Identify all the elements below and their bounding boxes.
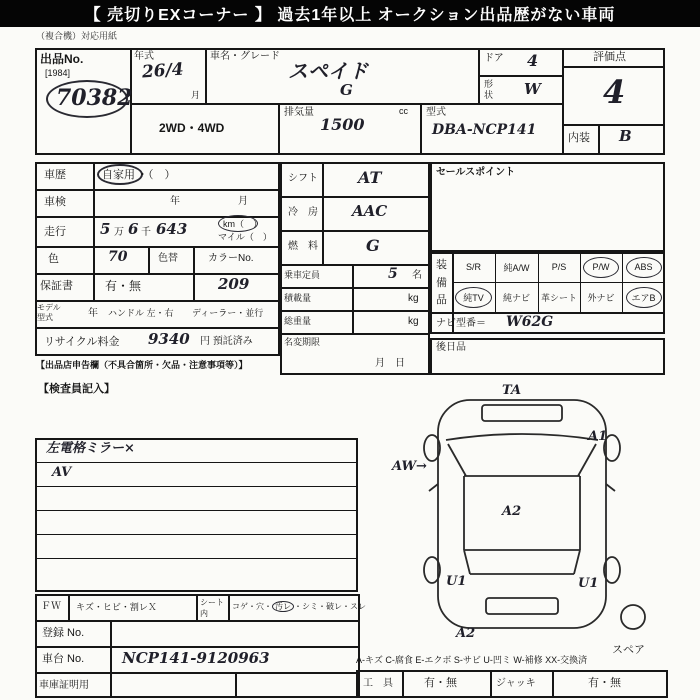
mileage-man-unit: 万: [114, 227, 124, 238]
lot-tag: [1984]: [45, 68, 71, 78]
divider: [68, 594, 70, 620]
jack-label: ジャッキ: [496, 678, 536, 689]
equipment-label: 装備品: [436, 259, 447, 307]
history-label: 車歴: [44, 169, 66, 181]
color-label: 色: [48, 253, 59, 265]
damage-mark-bottom: A2: [456, 626, 476, 641]
registration-no-label: 登録 No.: [42, 627, 85, 639]
divider: [35, 558, 358, 559]
drive-type: 2WD・4WD: [159, 121, 225, 135]
seat-condition-post: ・シミ・破レ・スレ: [294, 602, 366, 611]
equip-item-ext-navi: 外ナビ: [587, 292, 615, 303]
score-value: 4: [603, 73, 626, 111]
front-grille: [482, 405, 562, 421]
lot-number-label: 出品No.: [40, 52, 84, 66]
equip-item-leather: 革シート: [540, 292, 577, 303]
shape-label: 形状: [484, 79, 494, 101]
divider: [35, 620, 360, 622]
ac-value: AAC: [352, 202, 388, 220]
equip-item-aw: 純A/W: [503, 262, 530, 273]
car-name-label: 車名・グレード: [210, 51, 280, 62]
divider: [130, 103, 562, 105]
recycle-value: 9340: [148, 330, 190, 348]
hand-circle-pw: [583, 257, 619, 278]
displacement-value: 1500: [320, 115, 365, 134]
mileage-sen: 6: [128, 220, 139, 238]
model-code-label: 型式: [426, 107, 446, 118]
displacement-unit: cc: [399, 106, 408, 116]
weight-label: 総重量: [284, 316, 312, 326]
history-value: 自家用: [102, 169, 135, 181]
divider: [352, 264, 354, 333]
shift-label: シフト: [288, 173, 318, 184]
shaken-label: 車検: [44, 196, 66, 208]
score-label: 評価点: [593, 51, 626, 63]
declaration-note: 【出品店申告欄（不具合箇所・欠品・注意事項等）】: [36, 360, 248, 370]
load-unit: kg: [408, 293, 419, 304]
divider: [278, 103, 280, 155]
rename-deadline-label: 名変期限: [284, 337, 321, 347]
car-damage-diagram: [390, 378, 690, 668]
divider: [35, 534, 358, 535]
warranty-value: 有・無: [105, 279, 142, 293]
damage-mark-left: AW→: [392, 459, 427, 474]
spare-tire-circle: [621, 605, 645, 629]
roof: [464, 476, 580, 550]
spare-label: スペア: [612, 644, 645, 656]
hand-circle-airbag: [626, 287, 662, 308]
chassis-no-value: NCP141-9120963: [122, 649, 270, 667]
lot-number-value: 70382: [56, 85, 133, 111]
color-no-label: カラーNo.: [208, 253, 254, 264]
seat-condition: [232, 602, 366, 611]
divider: [562, 48, 564, 155]
equip-item-abs: ABS: [634, 262, 653, 272]
trunk: [486, 598, 558, 614]
rear-window: [464, 550, 580, 574]
divider: [110, 620, 112, 698]
divider: [35, 646, 360, 648]
divider: [35, 327, 280, 329]
divider: [35, 189, 280, 191]
year-unit: 月: [191, 90, 201, 100]
fw-condition: キズ・ヒビ・割レＸ: [76, 602, 157, 612]
navi-model-label: ナビ型番＝: [436, 318, 486, 329]
car-top-view: [424, 400, 645, 629]
fuel-value: G: [366, 236, 380, 255]
divider: [35, 300, 280, 302]
inspector-section-label: 【検査員記入】: [38, 383, 115, 395]
divider: [280, 310, 430, 312]
door-value: 4: [527, 51, 539, 70]
divider: [35, 486, 358, 487]
handle-label: ハンドル 左・右: [108, 308, 174, 318]
shaken-year: 年: [170, 196, 180, 207]
divider: [35, 672, 360, 674]
inspector-note-1: 左電格ミラー×: [46, 441, 135, 456]
jack-value: 有・無: [588, 677, 621, 689]
inspector-note-2: AV: [52, 465, 72, 480]
door-label: ドア: [484, 53, 504, 64]
car-grade-value: G: [340, 81, 353, 99]
divider: [402, 670, 404, 698]
divider: [280, 264, 430, 266]
divider: [478, 75, 564, 77]
fuel-label: 燃 料: [288, 241, 318, 252]
damage-mark-center: A2: [502, 504, 522, 519]
divider: [420, 103, 422, 155]
divider: [598, 124, 600, 155]
color-value: 70: [108, 249, 128, 265]
tools-label: 工 具: [363, 678, 393, 689]
interior-label: 内装: [568, 132, 590, 144]
equip-item-tv: 純TV: [463, 292, 484, 303]
fw-label: ＦＷ: [41, 601, 61, 612]
equip-item-ps: P/S: [551, 262, 567, 272]
later-items-label: 後日品: [436, 342, 466, 353]
color-no-value: 209: [218, 275, 250, 293]
mileage-label: 走行: [44, 226, 66, 238]
mileage-mile-unit: マイル（ ）: [218, 232, 272, 242]
shape-value: W: [524, 80, 541, 98]
dealer-label: ディーラー・並行: [192, 308, 264, 318]
interior-value: B: [619, 127, 632, 145]
damage-mark-bottom-right: U1: [578, 576, 599, 591]
repaint-label: 色替: [158, 253, 178, 264]
rename-deadline-value: 月 日: [375, 358, 405, 369]
divider: [562, 66, 665, 68]
recycle-unit: 円 預託済み: [200, 336, 253, 347]
equip-item-sr: S/R: [465, 262, 481, 272]
divider: [228, 594, 230, 620]
mileage-km-unit: km（ ）: [223, 219, 262, 229]
windshield: [448, 444, 596, 476]
mileage-sen-unit: 千: [141, 227, 151, 238]
navi-model-value: W62G: [506, 314, 554, 330]
capacity-value: 5: [388, 266, 398, 282]
model-year-label: 年: [88, 308, 98, 319]
divider: [280, 196, 430, 198]
divider: [280, 230, 430, 232]
divider: [235, 672, 237, 698]
divider: [552, 670, 554, 698]
divider: [280, 287, 430, 289]
year-value: 26/4: [141, 59, 185, 83]
capacity-label: 乗車定員: [284, 270, 321, 280]
hand-circle-stain: 汚レ: [272, 601, 294, 612]
divider: [205, 48, 207, 103]
sales-point-label: セールスポイント: [436, 167, 516, 178]
warranty-label: 保証書: [40, 280, 73, 292]
car-name-value: スペイド: [288, 59, 368, 83]
ac-label: 冷 房: [288, 207, 318, 218]
divider: [35, 246, 280, 248]
equip-item-navi: 純ナビ: [502, 292, 530, 303]
mileage-rest: 643: [156, 220, 188, 238]
divider: [196, 594, 198, 620]
divider: [93, 162, 95, 300]
divider: [280, 333, 430, 335]
history-rest: ・（ ）: [137, 169, 176, 181]
divider: [490, 670, 492, 698]
side-mirrors: [429, 484, 615, 491]
chassis-no-label: 車台 No.: [42, 653, 85, 665]
damage-mark-bottom-left: U1: [446, 574, 467, 589]
seat-label: シート内: [200, 598, 224, 619]
garage-cert-label: 車庫証明用: [39, 680, 89, 691]
divider: [148, 246, 150, 273]
banner-title: 【 売切りEXコーナー 】 過去1年以上 オークション出品歴がない車両: [0, 0, 700, 27]
hand-circle-tv: [455, 287, 492, 308]
damage-mark-right: A1: [588, 429, 608, 444]
paper-note: （複合機）対応用紙: [36, 31, 118, 41]
damage-legend: A-キズ C-腐食 E-エクボ S-サビ U-凹ミ W-補修 XX-交換済: [356, 655, 588, 665]
divider: [322, 162, 324, 264]
load-label: 積載量: [284, 293, 312, 303]
divider: [562, 124, 665, 126]
shaken-month: 月: [238, 196, 248, 207]
tools-value: 有・無: [424, 677, 457, 689]
capacity-unit: 名: [412, 270, 422, 281]
model-small-label: モデル: [37, 303, 61, 312]
divider: [35, 462, 358, 463]
recycle-label: リサイクル料金: [44, 336, 120, 348]
year-label: 年式: [134, 51, 154, 62]
model-small-label2: 型式: [37, 313, 53, 322]
mileage-man: 5: [100, 220, 111, 238]
seat-condition-pre: コゲ・穴・: [232, 602, 272, 611]
hood-line: [446, 434, 598, 440]
hand-circle-abs: [626, 257, 662, 278]
equip-item-pw: P/W: [592, 262, 610, 272]
divider: [35, 510, 358, 511]
divider: [193, 246, 195, 300]
model-code-value: DBA-NCP141: [432, 122, 537, 138]
equip-item-airbag: エアB: [631, 292, 656, 303]
displacement-label: 排気量: [284, 107, 314, 118]
shift-value: AT: [358, 168, 382, 187]
damage-mark-top: TA: [502, 383, 522, 398]
weight-unit: kg: [408, 316, 419, 327]
